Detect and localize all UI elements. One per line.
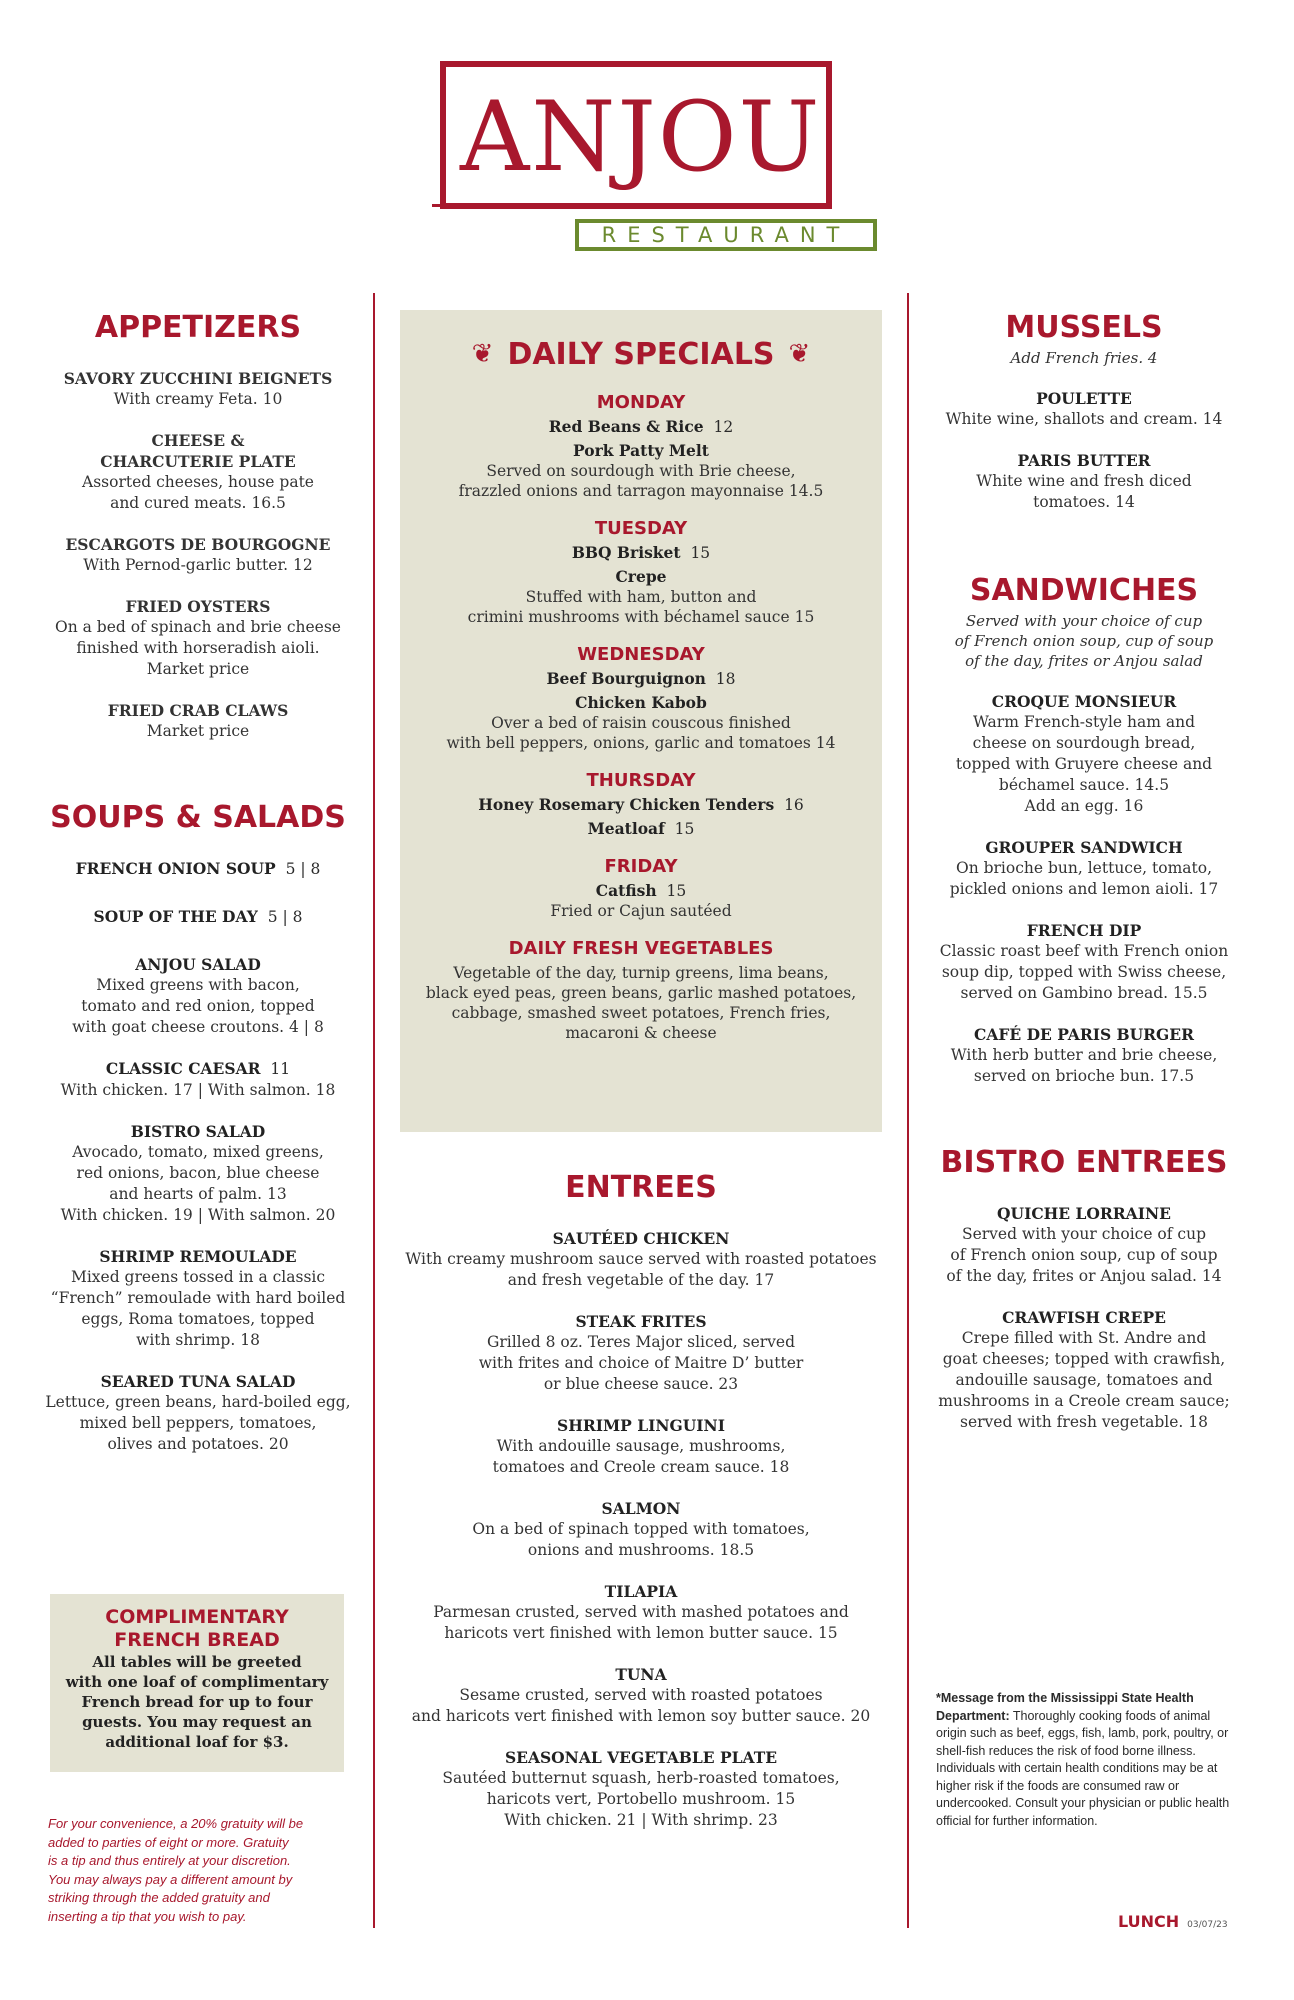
special-day-thursday (400, 767, 882, 839)
item-name: SAUTÉED CHICKEN (552, 1229, 730, 1248)
item-desc: With Pernod-garlic butter. 12 (83, 556, 313, 574)
special-item (400, 441, 882, 501)
item-name: Chicken Kabob (575, 693, 707, 712)
item-name: SHRIMP LINGUINI (557, 1416, 725, 1435)
item-name: CAFÉ DE PARIS BURGER (974, 1025, 1194, 1044)
item-desc: Crepe filled with St. Andre and goat cheeses; topped with crawfish, andouille sausage, tomatoes and mushrooms in a Creole cream sauce; served with fresh vegetable. 18 (938, 1329, 1230, 1431)
item-desc: Sesame crusted, served with roasted potatoes and haricots vert finished with lemon soy butter sauce. 20 (411, 1686, 871, 1725)
special-day-monday (400, 389, 882, 501)
bread-text: All tables will be greeted with one loaf of complimentary French bread for up to four guests. You may request an additional loaf for $3. (65, 1653, 329, 1751)
item-desc: Warm French-style ham and cheese on sourdough bread, topped with Gruyere cheese and béchamel sauce. 14.5 Add an egg. 16 (955, 713, 1213, 815)
item-name: SALMON (601, 1499, 681, 1518)
item-name: SAVORY ZUCCHINI BEIGNETS (63, 369, 333, 388)
logo-subtitle: RESTAURANT (575, 219, 877, 251)
menu-item (400, 1581, 882, 1644)
health-department-notice (936, 1690, 1241, 1830)
item-name: Beef Bourguignon (546, 669, 706, 688)
item-name: QUICHE LORRAINE (997, 1204, 1171, 1223)
day-name: TUESDAY (594, 518, 688, 539)
item-name: FRENCH DIP (1026, 921, 1142, 940)
item-desc: Served with your choice of cup of French onion soup, cup of soup of the day, frites or Anjou salad. 14 (946, 1225, 1222, 1285)
menu-item (930, 450, 1238, 513)
menu-item (930, 920, 1238, 1004)
appetizers-section (42, 308, 354, 742)
bread-title: COMPLIMENTARY FRENCH BREAD (105, 1606, 289, 1651)
special-item (400, 417, 882, 437)
entrees-section (400, 1168, 882, 1831)
item-name: CHEESE & CHARCUTERIE PLATE (100, 431, 296, 471)
sandwiches-section (930, 571, 1238, 1087)
menu-item (42, 858, 354, 880)
appetizers-heading: APPETIZERS (94, 310, 302, 345)
menu-item (400, 1415, 882, 1478)
special-item (400, 669, 882, 689)
bistro-entrees-heading: BISTRO ENTREES (940, 1145, 1228, 1180)
item-name: Meatloaf (587, 819, 665, 838)
item-price: 18 (715, 670, 736, 688)
restaurant-logo (430, 55, 880, 255)
item-name: FRIED OYSTERS (125, 597, 271, 616)
item-desc: Fried or Cajun sautéed (550, 902, 732, 920)
menu-date: 03/07/23 (1187, 1920, 1228, 1930)
logo-title: ANJOU (460, 81, 822, 193)
mussels-note: Add French fries. 4 (1010, 349, 1158, 367)
item-name: STEAK FRITES (575, 1312, 707, 1331)
item-price: 5 | 8 (285, 860, 321, 878)
item-desc: Stuffed with ham, button and crimini mushrooms with béchamel sauce 15 (467, 588, 815, 626)
bistro-entrees-section (930, 1143, 1238, 1433)
item-name: Crepe (615, 567, 667, 586)
sandwiches-heading: SANDWICHES (969, 573, 1199, 608)
item-desc: Assorted cheeses, house pate and cured meats. 16.5 (82, 473, 314, 512)
menu-item (42, 1121, 354, 1226)
item-name: FRENCH ONION SOUP (75, 859, 276, 878)
item-desc: Lettuce, green beans, hard-boiled egg, mixed bell peppers, tomatoes, olives and potatoes. 20 (45, 1393, 351, 1453)
item-name: Red Beans & Rice (548, 417, 704, 436)
menu-item (400, 1228, 882, 1291)
mussels-heading: MUSSELS (1005, 310, 1163, 345)
right-column (930, 308, 1238, 1489)
item-desc: With chicken. 17 | With salmon. 18 (60, 1081, 336, 1099)
item-name: SOUP OF THE DAY (93, 907, 258, 926)
gratuity-note: For your convenience, a 20% gratuity will be added to parties of eight or more. Gratuity is a tip and thus entirely at your discretion. You may always pay a different amount by striking through the added gratuity and inserting a tip that you wish to pay. (48, 1816, 304, 1924)
menu-item (42, 1371, 354, 1455)
item-desc: With creamy mushroom sauce served with roasted potatoes and fresh vegetable of the day. 17 (405, 1250, 877, 1289)
special-daily-vegetables (400, 935, 882, 1043)
item-desc: With herb butter and brie cheese, served on brioche bun. 17.5 (950, 1046, 1218, 1085)
item-name: TILAPIA (604, 1582, 678, 1601)
item-desc: Parmesan crusted, served with mashed potatoes and haricots vert finished with lemon butter sauce. 15 (433, 1603, 849, 1642)
item-desc: White wine and fresh diced tomatoes. 14 (976, 472, 1192, 511)
item-name: FRIED CRAB CLAWS (107, 701, 289, 720)
health-title: *Message from the Mississippi State Health Department: (936, 1691, 1194, 1723)
menu-item (42, 430, 354, 514)
item-name: SHRIMP REMOULADE (99, 1247, 297, 1266)
left-column (42, 308, 354, 1511)
menu-item (400, 1311, 882, 1395)
item-desc: Mixed greens tossed in a classic “French” remoulade with hard boiled eggs, Roma tomatoes, topped with shrimp. 18 (50, 1268, 346, 1349)
day-name: THURSDAY (586, 770, 696, 791)
item-price: 11 (270, 1060, 291, 1078)
menu-item (42, 1246, 354, 1351)
item-desc: White wine, shallots and cream. 14 (945, 410, 1223, 428)
item-desc: On brioche bun, lettuce, tomato, pickled onions and lemon aioli. 17 (949, 859, 1219, 898)
entrees-heading: ENTREES (565, 1170, 717, 1205)
item-name: POULETTE (1036, 389, 1132, 408)
menu-item (930, 1307, 1238, 1433)
item-name: CLASSIC CAESAR (105, 1059, 261, 1078)
item-name: ESCARGOTS DE BOURGOGNE (65, 535, 331, 554)
menu-item (42, 368, 354, 410)
item-desc: Served on sourdough with Brie cheese, frazzled onions and tarragon mayonnaise 14.5 (458, 462, 824, 500)
daily-specials-box (400, 310, 882, 1132)
sandwiches-note: Served with your choice of cup of French onion soup, cup of soup of the day, frites or Anjou salad (954, 612, 1214, 670)
soups-salads-heading: SOUPS & SALADS (50, 800, 346, 835)
item-desc: Sautéed butternut squash, herb-roasted tomatoes, haricots vert, Portobello mushroom. 15 With chicken. 21 | With shrimp. 23 (442, 1769, 840, 1829)
item-desc: Classic roast beef with French onion soup dip, topped with Swiss cheese, served on Gambino bread. 15.5 (939, 942, 1229, 1002)
daily-specials-heading (400, 334, 882, 375)
day-name: FRIDAY (604, 856, 678, 877)
menu-item (930, 388, 1238, 430)
special-day-tuesday (400, 515, 882, 627)
item-price: 12 (713, 418, 734, 436)
item-price: 5 | 8 (267, 908, 303, 926)
item-name: TUNA (615, 1665, 667, 1684)
item-desc: Over a bed of raisin couscous finished with bell peppers, onions, garlic and tomatoes 14 (446, 714, 836, 752)
mussels-section (930, 308, 1238, 513)
menu-item (930, 1203, 1238, 1287)
item-name: ANJOU SALAD (135, 955, 261, 974)
item-name: PARIS BUTTER (1017, 451, 1151, 470)
item-name: SEARED TUNA SALAD (100, 1372, 296, 1391)
complimentary-bread-box (50, 1594, 344, 1772)
item-price: 16 (784, 796, 804, 814)
item-name: BBQ Brisket (571, 543, 681, 562)
item-name: BISTRO SALAD (130, 1122, 266, 1141)
item-desc: With andouille sausage, mushrooms, tomatoes and Creole cream sauce. 18 (492, 1437, 790, 1476)
menu-item (930, 691, 1238, 817)
menu-item (930, 837, 1238, 900)
special-day-friday (400, 853, 882, 921)
menu-item (400, 1664, 882, 1727)
fleuron-icon: ❦ (788, 339, 811, 369)
special-day-wednesday (400, 641, 882, 753)
special-item (400, 881, 882, 921)
item-price: 15 (690, 544, 711, 562)
item-name: SEASONAL VEGETABLE PLATE (504, 1748, 778, 1767)
item-desc: Avocado, tomato, mixed greens, red onions, bacon, blue cheese and hearts of palm. 13 With chicken. 19 | With salmon. 20 (60, 1143, 336, 1224)
item-name: Catfish (595, 881, 657, 900)
specials-heading-text: DAILY SPECIALS (507, 337, 775, 372)
menu-item (42, 1058, 354, 1101)
menu-type-label: LUNCH (1118, 1912, 1180, 1931)
item-desc: Market price (146, 722, 250, 740)
item-desc: On a bed of spinach topped with tomatoes, onions and mushrooms. 18.5 (472, 1520, 810, 1559)
menu-item (42, 534, 354, 576)
day-name: DAILY FRESH VEGETABLES (508, 938, 774, 959)
menu-item (930, 1024, 1238, 1087)
fleuron-icon: ❦ (471, 339, 494, 369)
item-price: 15 (674, 820, 695, 838)
special-item (400, 543, 882, 563)
item-desc: Vegetable of the day, turnip greens, lima beans, black eyed peas, green beans, garlic mashed potatoes, cabbage, smashed sweet potatoes, French fries, macaroni & cheese (425, 964, 857, 1042)
item-name: CRAWFISH CREPE (1002, 1308, 1166, 1327)
menu-item (42, 596, 354, 680)
menu-item (42, 906, 354, 928)
special-item (400, 795, 882, 815)
column-divider (373, 293, 375, 1928)
item-name: Honey Rosemary Chicken Tenders (478, 795, 775, 814)
item-desc: On a bed of spinach and brie cheese finished with horseradish aioli. Market price (55, 618, 341, 678)
day-name: MONDAY (596, 392, 686, 413)
item-name: CROQUE MONSIEUR (991, 692, 1177, 711)
item-name: GROUPER SANDWICH (985, 838, 1183, 857)
soups-salads-section (42, 798, 354, 1455)
day-name: WEDNESDAY (577, 644, 705, 665)
special-item (400, 567, 882, 627)
menu-footer (1118, 1912, 1228, 1931)
item-desc: With creamy Feta. 10 (113, 390, 283, 408)
item-name: Pork Patty Melt (573, 441, 709, 460)
menu-item (400, 1498, 882, 1561)
special-item (400, 693, 882, 753)
item-desc: Grilled 8 oz. Teres Major sliced, served with frites and choice of Maitre D’ butter or blue cheese sauce. 23 (478, 1333, 804, 1393)
menu-item (400, 1747, 882, 1831)
menu-item (42, 954, 354, 1038)
health-text: Thoroughly cooking foods of animal origin such as beef, eggs, fish, lamb, pork, poultry, or shell-fish reduces the risk of food borne illness. Individuals with certain health conditions may be at higher risk if the foods are consumed raw or undercooked. Consult your physician or public health official for further information. (936, 1708, 1230, 1828)
column-divider (907, 293, 909, 1928)
special-item (400, 819, 882, 839)
item-desc: Mixed greens with bacon, tomato and red onion, topped with goat cheese croutons. 4 | 8 (72, 976, 324, 1036)
menu-item (42, 700, 354, 742)
item-price: 15 (666, 882, 687, 900)
